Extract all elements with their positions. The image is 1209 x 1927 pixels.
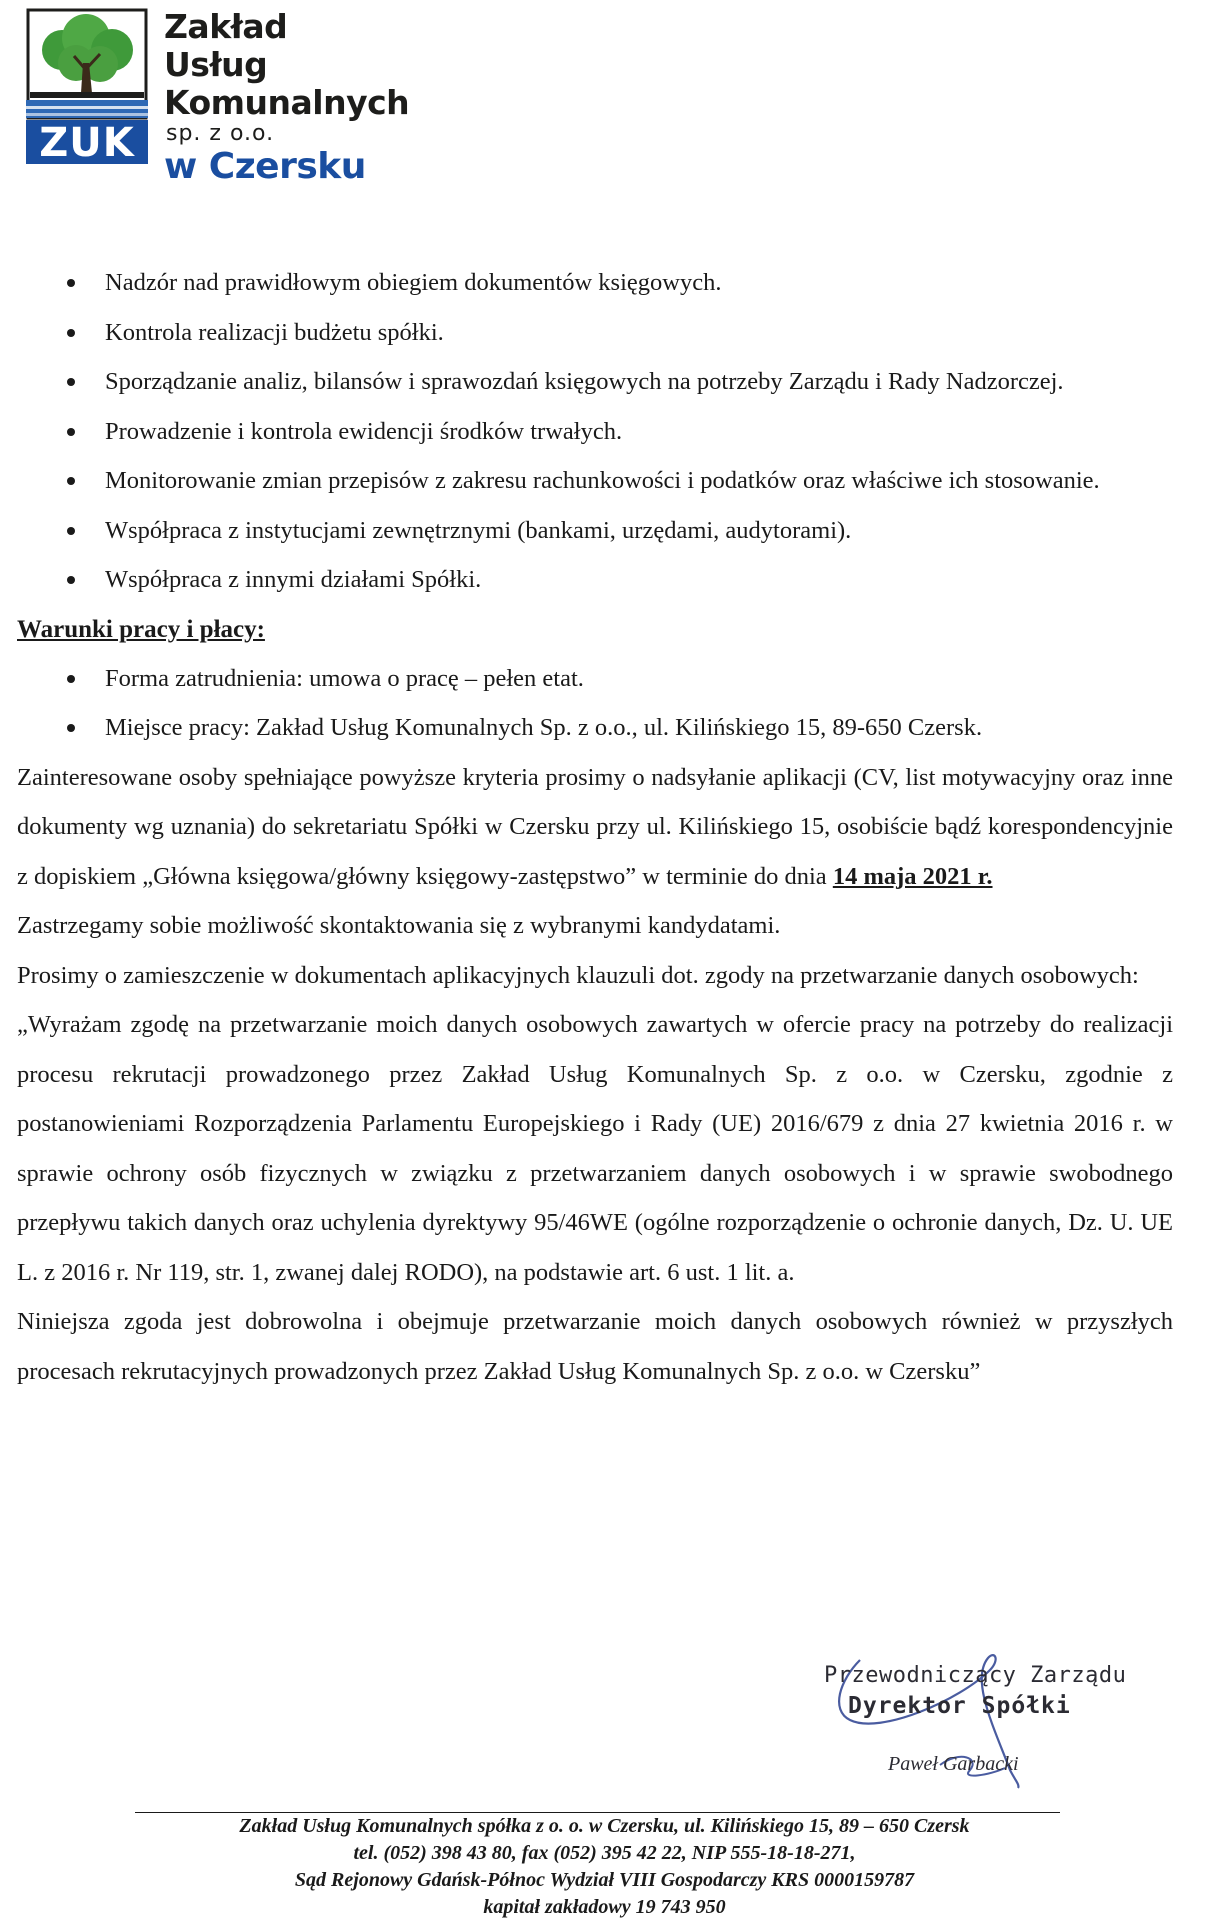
company-legal-form: sp. z o.o. [166,121,275,146]
reservation-paragraph: Zastrzegamy sobie możliwość skontaktowania się z wybranymi kandydatami. [17,912,781,939]
company-name-line: Komunalnych [164,83,410,122]
consent-clause-paragraph: „Wyrażam zgodę na przetwarzanie moich danych osobowych zawartych w ofercie pracy na potrzeby do realizacji procesu rekrutacji prowadzonego przez Zakład Usług Komunalnych Sp. z o.o. w Czersku, zgodnie z postanowieniami Rozporządzenia Parlamentu Europejskiego i Rady (UE) 2016/679 z dnia 27 kwietnia 2016 r. w sprawie ochrony osób fizycznych w związku z przetwarzaniem danych osobowych i w sprawie swobodnego przepływu takich danych oraz uchylenia dyrektywy 95/46WE (ogólne rozporządzenie o ochronie danych, Dz. U. UE L. z 2016 r. Nr 119, str. 1, zwanej dalej RODO), na podstawie art. 6 ust. 1 lit. a. [17,1011,1173,1286]
list-item: Kontrola realizacji budżetu spółki. [17,308,1173,358]
company-city: w Czersku [164,146,366,187]
footer [0,1813,1209,1921]
footer-contact: tel. (052) 398 43 80, fax (052) 395 42 22, NIP 555-18-18-271, [353,1842,856,1864]
company-name [164,8,409,188]
stamp-role: Dyrektor Spółki [848,1693,1071,1719]
company-name-line: Usług [164,45,268,84]
stamp-title: Przewodniczący Zarządu [824,1663,1127,1688]
footer-registry: Sąd Rejonowy Gdańsk-Północ Wydział VIII Gospodarczy KRS 0000159787 [294,1869,915,1891]
stamp-name: Paweł Garbacki [888,1753,1019,1775]
list-item: Forma zatrudnienia: umowa o pracę – pełen etat. [17,654,1173,704]
signature-stamp [818,1663,1127,1783]
list-item: Współpraca z instytucjami zewnętrznymi (bankami, urzędami, audytorami). [17,506,1173,556]
list-item: Prowadzenie i kontrola ewidencji środków trwałych. [17,407,1173,457]
document-body [17,258,1173,1396]
conditions-heading: Warunki pracy i płacy: [17,615,265,643]
footer-address: Zakład Usług Komunalnych spółka z o. o. w Czersku, ul. Kilińskiego 15, 89 – 650 Czersk [239,1815,970,1837]
tree-logo-icon [26,8,148,166]
logo-mark: ZUK [39,120,135,166]
application-paragraph [17,753,1173,902]
application-text: Zainteresowane osoby spełniające powyższe kryteria prosimy o nadsyłanie aplikacji (CV, list motywacyjny oraz inne dokumenty wg uznania) do sekretariatu Spółki w Czersku przy ul. Kilińskiego 15, osobiście bądź korespondencyjnie z dopiskiem „Główna księgowa/główny księgowy-zastępstwo” w terminie do dnia [17,763,1173,890]
list-item: Miejsce pracy: Zakład Usług Komunalnych Sp. z o.o., ul. Kilińskiego 15, 89-650 Czersk. [17,703,1173,753]
list-item: Sporządzanie analiz, bilansów i sprawozdań księgowych na potrzeby Zarządu i Rady Nadzorczej. [17,357,1173,407]
company-logo [26,7,426,187]
application-deadline: 14 maja 2021 r. [832,862,993,890]
clause-request-paragraph: Prosimy o zamieszczenie w dokumentach aplikacyjnych klauzuli dot. zgody na przetwarzanie danych osobowych: [17,961,1139,989]
list-item: Monitorowanie zmian przepisów z zakresu rachunkowości i podatków oraz właściwe ich stosowanie. [17,456,1173,506]
voluntary-consent-paragraph: Niniejsza zgoda jest dobrowolna i obejmuje przetwarzanie moich danych osobowych również w przyszłych procesach rekrutacyjnych prowadzonych przez Zakład Usług Komunalnych Sp. z o.o. w Czersku” [17,1308,1173,1385]
company-name-line: Zakład [164,7,288,46]
footer-capital: kapitał zakładowy 19 743 950 [483,1896,726,1918]
list-item: Nadzór nad prawidłowym obiegiem dokumentów księgowych. [17,258,1173,308]
conditions-list [17,654,1173,753]
list-item: Współpraca z innymi działami Spółki. [17,555,1173,605]
duties-list [17,258,1173,605]
